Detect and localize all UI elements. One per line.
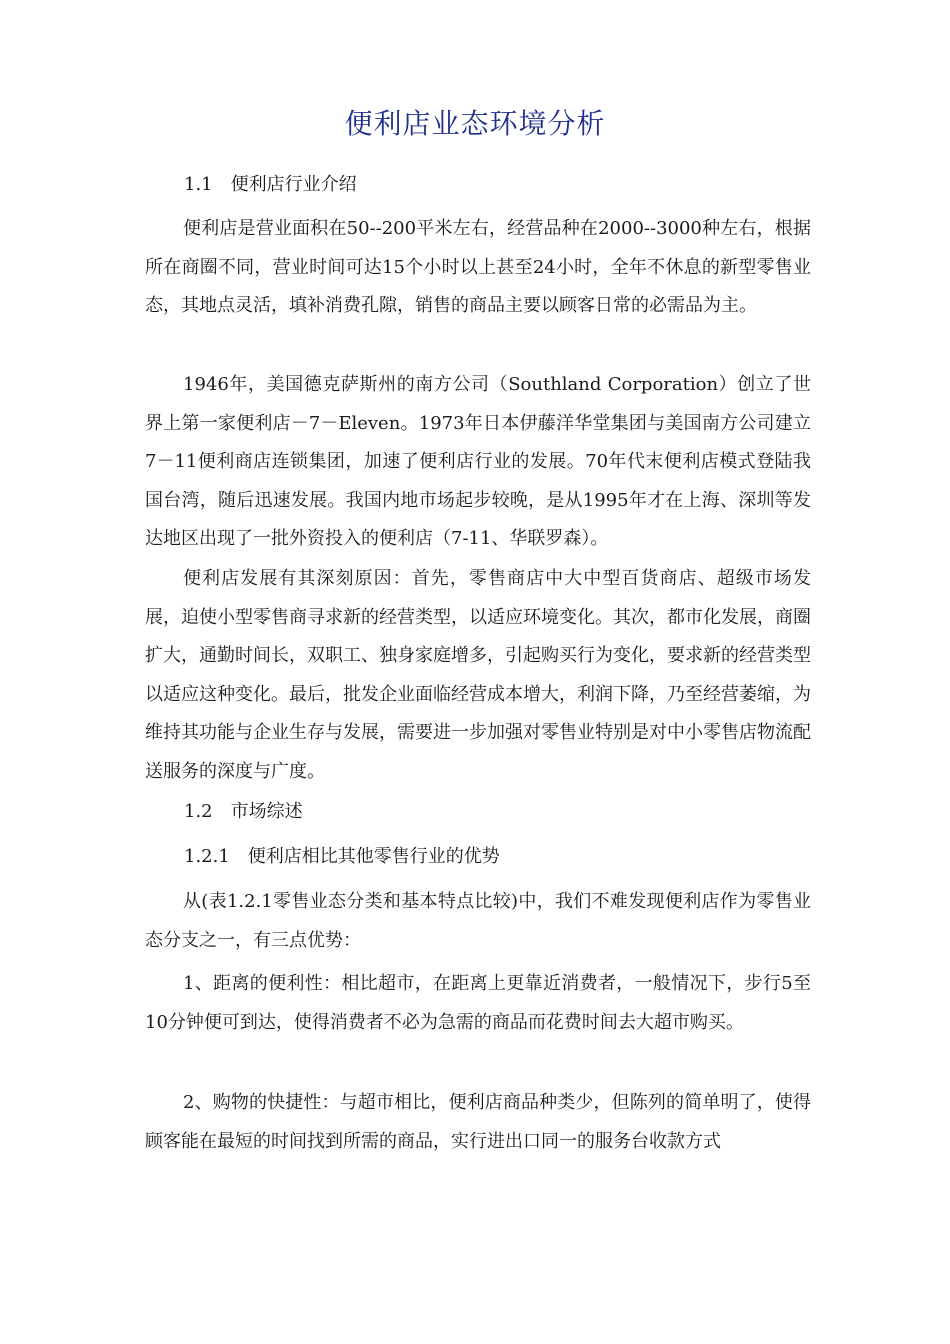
section-heading-1-2-1: 1.2.1 便利店相比其他零售行业的优势 [184,846,500,867]
paragraph-definition: 便利店是营业面积在50--200平米左右，经营品种在2000--3000种左右，根据所在商圈不同，营业时间可达15个小时以上甚至24小时，全年不休息的新型零售业态，其地点灵活，填补消费孔隙，销售的商品主要以顾客日常的必需品为主。 [145,218,811,316]
paragraph-advantage-speed: 2、购物的快捷性：与超市相比，便利店商品种类少，但陈列的简单明了，使得顾客能在最短的时间找到所需的商品，实行进出口同一的服务台收款方式 [145,1092,811,1152]
paragraph-reasons: 便利店发展有其深刻原因：首先，零售商店中大中型百货商店、超级市场发展，迫使小型零售商寻求新的经营类型，以适应环境变化。其次，都市化发展，商圈扩大，通勤时间长，双职工、独身家庭增多，引起购买行为变化，要求新的经营类型以适应这种变化。最后，批发企业面临经营成本增大，利润下降，乃至经营萎缩，为维持其功能与企业生存与发展，需要进一步加强对零售业特别是对中小零售店物流配送服务的深度与广度。 [145,568,811,782]
paragraph-advantages-intro: 从(表1.2.1零售业态分类和基本特点比较)中，我们不难发现便利店作为零售业态分支之一，有三点优势： [145,891,811,951]
section-heading-1-1: 1.1 便利店行业介绍 [184,174,357,195]
section-heading-1-2: 1.2 市场综述 [184,801,303,822]
document-title: 便利店业态环境分析 [344,107,606,140]
paragraph-history: 1946年，美国德克萨斯州的南方公司（Southland Corporation）创立了世界上第一家便利店－7－Eleven。1973年日本伊藤洋华堂集团与美国南方公司建立7－11便利商店连锁集团，加速了便利店行业的发展。70年代末便利店模式登陆我国台湾，随后迅速发展。我国内地市场起步较晚，是从1995年才在上海、深圳等发达地区出现了一批外资投入的便利店（7-11、华联罗森）。 [145,374,811,549]
paragraph-advantage-distance: 1、距离的便利性：相比超市，在距离上更靠近消费者，一般情况下，步行5至10分钟便可到达，使得消费者不必为急需的商品而花费时间去大超市购买。 [145,973,811,1033]
